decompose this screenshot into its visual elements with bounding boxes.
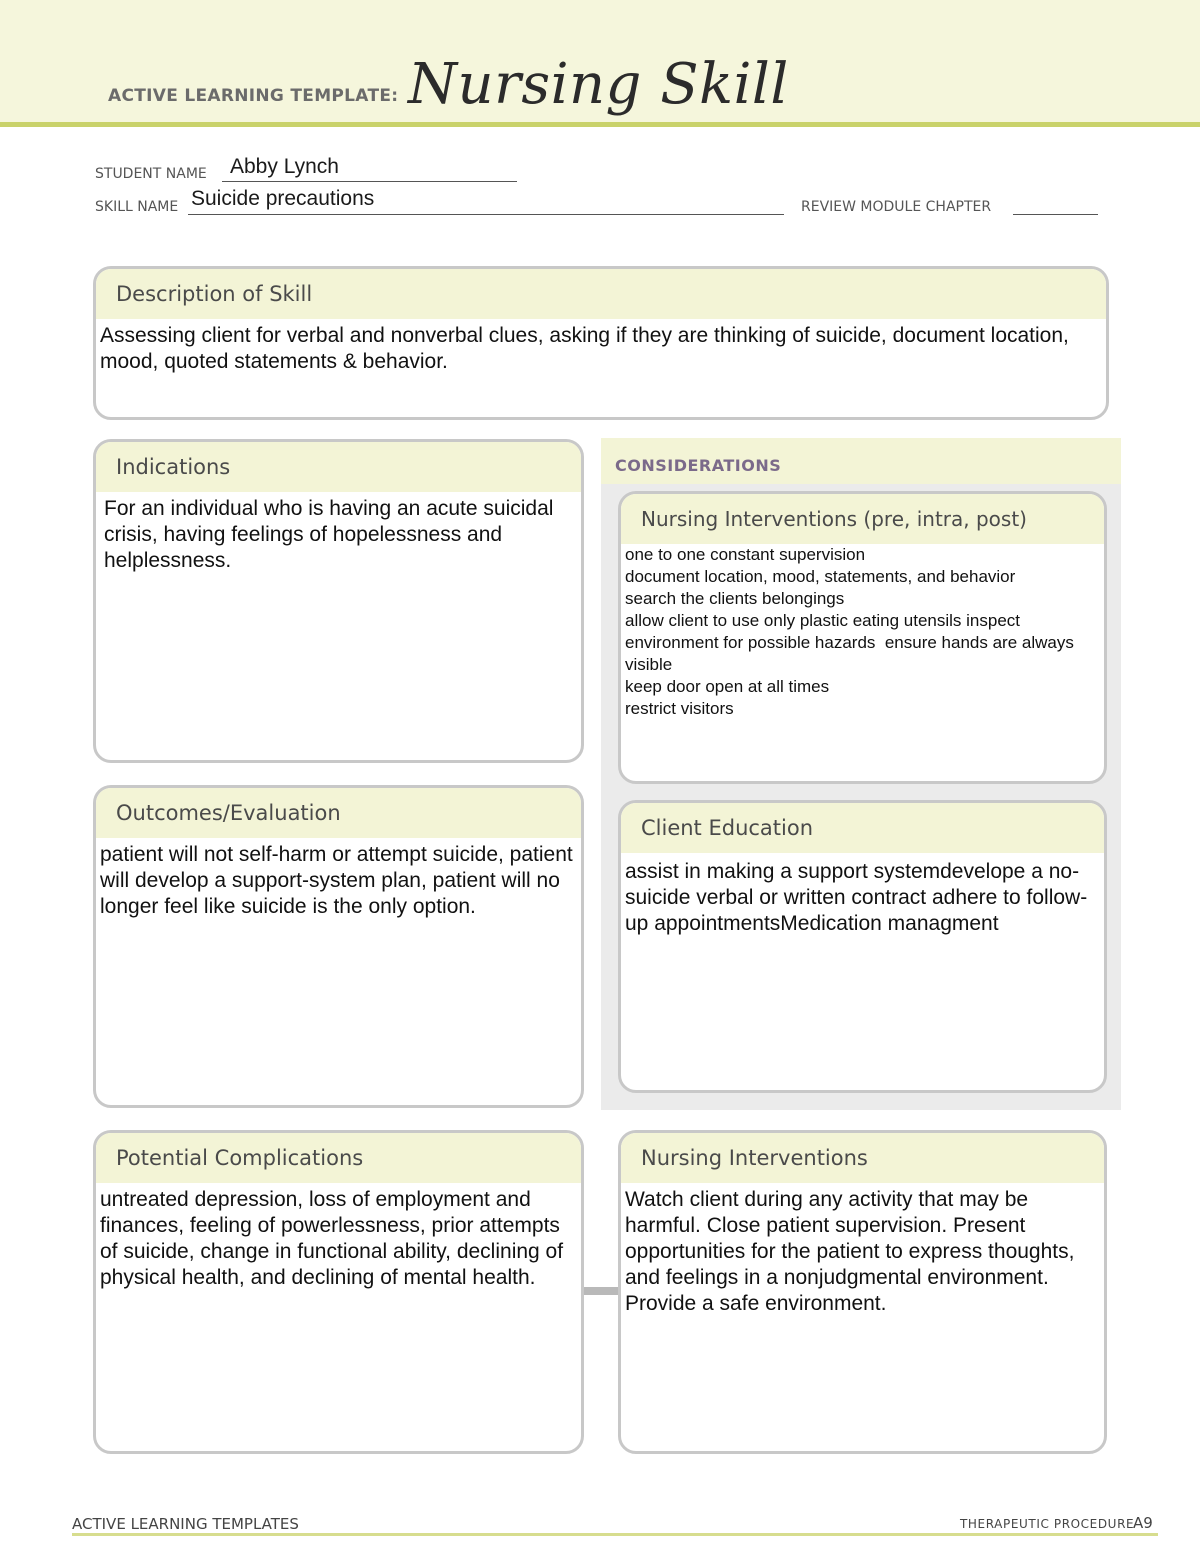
template-title: Nursing Skill <box>408 52 789 117</box>
skill-name-line <box>188 214 784 215</box>
footer-rule <box>72 1533 1158 1536</box>
nursing-interventions-box <box>618 1130 1107 1454</box>
footer-right: THERAPEUTIC PROCEDURE <box>960 1517 1135 1531</box>
outcomes-title: Outcomes/Evaluation <box>96 788 581 838</box>
client-education-title: Client Education <box>621 803 1104 853</box>
client-education-text[interactable]: assist in making a support systemdevelope a no-suicide verbal or written contract adhere to follow-up appointmentsMedication managment <box>625 860 1088 935</box>
nursing-interventions-prepost-title: Nursing Interventions (pre, intra, post) <box>621 494 1104 544</box>
outcomes-text[interactable]: patient will not self-harm or attempt suicide, patient will develop a support-system plan, patient will no longer feel like suicide is the only option. <box>100 843 579 918</box>
nursing-interventions-prepost-box <box>618 491 1107 784</box>
review-module-label: REVIEW MODULE CHAPTER <box>801 199 992 215</box>
indications-box <box>93 439 584 763</box>
indications-text[interactable]: For an individual who is having an acute suicidal crisis, having feelings of hopelessness and helplessness. <box>104 497 560 572</box>
template-label: ACTIVE LEARNING TEMPLATE: <box>108 86 399 106</box>
outcomes-box <box>93 785 584 1108</box>
description-text[interactable]: Assessing client for verbal and nonverbal clues, asking if they are thinking of suicide, document location, mood, quoted statements & behavior. <box>100 324 1075 373</box>
client-education-box <box>618 800 1107 1093</box>
header-rule <box>0 122 1200 127</box>
complications-title: Potential Complications <box>96 1133 581 1183</box>
complications-box <box>93 1130 584 1454</box>
skill-name-field[interactable]: Suicide precautions <box>191 187 375 210</box>
nursing-interventions-title: Nursing Interventions <box>621 1133 1104 1183</box>
page-number: A9 <box>1133 1514 1153 1532</box>
considerations-label: CONSIDERATIONS <box>615 456 782 475</box>
student-name-field[interactable]: Abby Lynch <box>230 155 339 178</box>
review-module-field[interactable] <box>1013 214 1098 215</box>
indications-title: Indications <box>96 442 581 492</box>
description-box <box>93 266 1109 420</box>
student-name-label: STUDENT NAME <box>95 166 207 182</box>
connector-bar <box>582 1287 622 1295</box>
nursing-interventions-prepost-text[interactable]: one to one constant supervision document location, mood, statements, and behavior search the clients belongings allow client to use only plastic eating utensils inspect environment for possible hazards ensure hands are always visible keep door open at all times restrict visitors <box>625 545 1074 718</box>
skill-name-label: SKILL NAME <box>95 199 179 215</box>
nursing-interventions-text[interactable]: Watch client during any activity that may be harmful. Close patient supervision. Present opportunities for the patient to express thoughts, and feelings in a nonjudgmental environment. Provide a safe environment. <box>625 1188 1081 1315</box>
footer-left: ACTIVE LEARNING TEMPLATES <box>72 1515 299 1533</box>
description-title: Description of Skill <box>96 269 1106 319</box>
student-name-line <box>222 181 517 182</box>
complications-text[interactable]: untreated depression, loss of employment and finances, feeling of powerlessness, prior attempts of suicide, change in functional ability, declining of physical health, and declining of mental health. <box>100 1188 569 1289</box>
